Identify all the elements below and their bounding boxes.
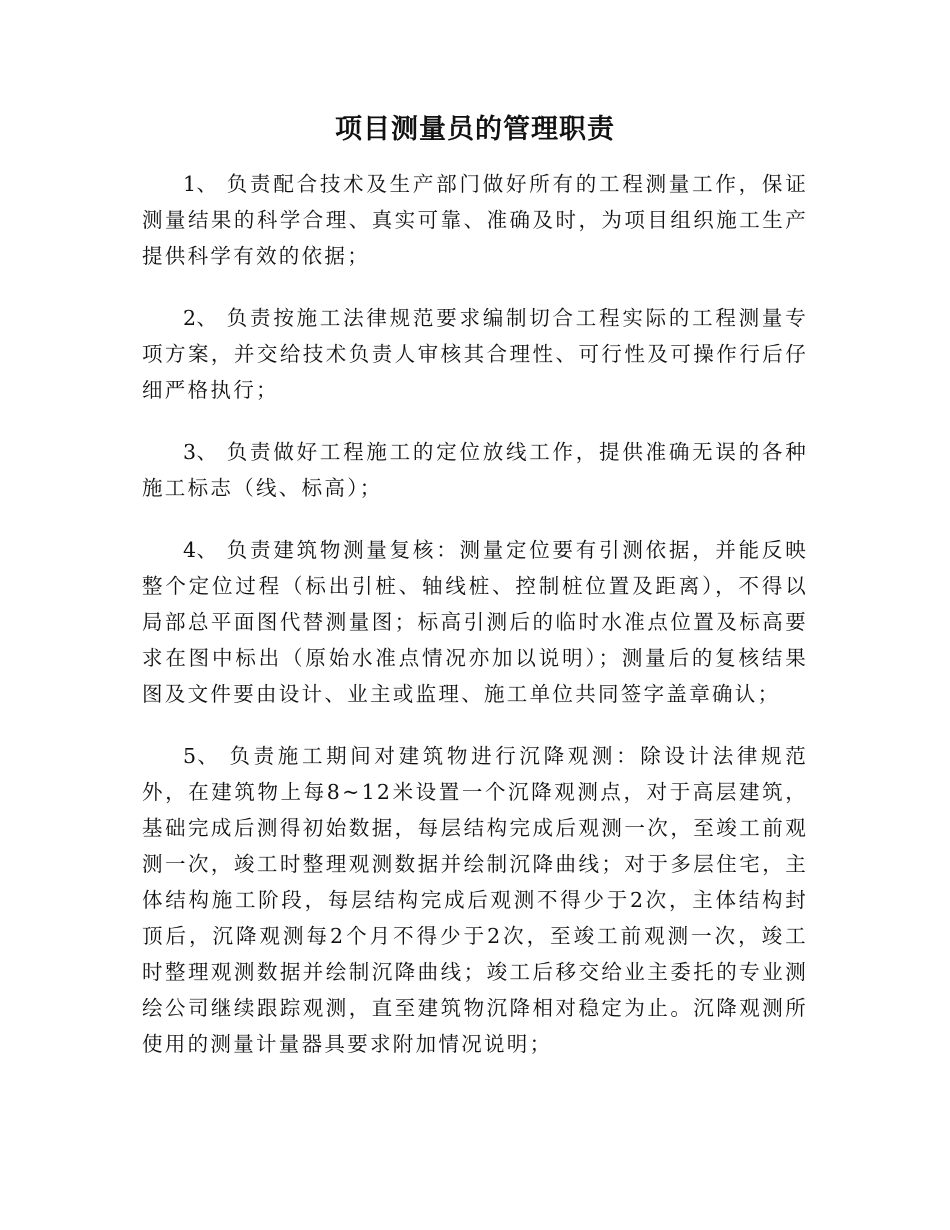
paragraph-number: 2、: [183, 306, 218, 330]
paragraph-text: 负责按施工法律规范要求编制切合工程实际的工程测量专项方案，并交给技术负责人审核其合理性、可行性及可操作行后仔细严格执行；: [142, 306, 809, 402]
duty-paragraph-4: [142, 532, 808, 712]
paragraph-number: 1、: [183, 172, 218, 196]
duty-paragraph-5: [142, 738, 808, 1062]
paragraph-text: 负责建筑物测量复核：测量定位要有引测依据，并能反映整个定位过程（标出引桩、轴线桩、控制桩位置及距离），不得以局部总平面图代替测量图；标高引测后的临时水准点位置及标高要求在图中标出（原始水准点情况亦加以说明）；测量后的复核结果图及文件要由设计、业主或监理、施工单位共同签字盖章确认；: [142, 538, 809, 706]
document-body: [142, 166, 808, 1088]
duty-paragraph-2: [142, 300, 808, 408]
duty-paragraph-1: [142, 166, 808, 274]
paragraph-number: 3、: [183, 440, 218, 464]
paragraph-text: 负责施工期间对建筑物进行沉降观测：除设计法律规范外，在建筑物上每8~12米设置一个沉降观测点，对于高层建筑，基础完成后测得初始数据，每层结构完成后观测一次，至竣工前观测一次，竣工时整理观测数据并绘制沉降曲线；对于多层住宅，主体结构施工阶段，每层结构完成后观测不得少于2次，主体结构封顶后，沉降观测每2个月不得少于2次，至竣工前观测一次，竣工时整理观测数据并绘制沉降曲线；竣工后移交给业主委托的专业测绘公司继续跟踪观测，直至建筑物沉降相对稳定为止。沉降观测所使用的测量计量器具要求附加情况说明；: [142, 744, 809, 1056]
paragraph-number: 5、: [183, 744, 220, 768]
paragraph-text: 负责配合技术及生产部门做好所有的工程测量工作，保证测量结果的科学合理、真实可靠、准确及时，为项目组织施工生产提供科学有效的依据；: [142, 172, 809, 268]
paragraph-number: 4、: [183, 538, 218, 562]
document-title: 项目测量员的管理职责: [335, 114, 615, 145]
paragraph-text: 负责做好工程施工的定位放线工作，提供准确无误的各种施工标志（线、标高）；: [142, 440, 809, 500]
duty-paragraph-3: [142, 434, 808, 506]
